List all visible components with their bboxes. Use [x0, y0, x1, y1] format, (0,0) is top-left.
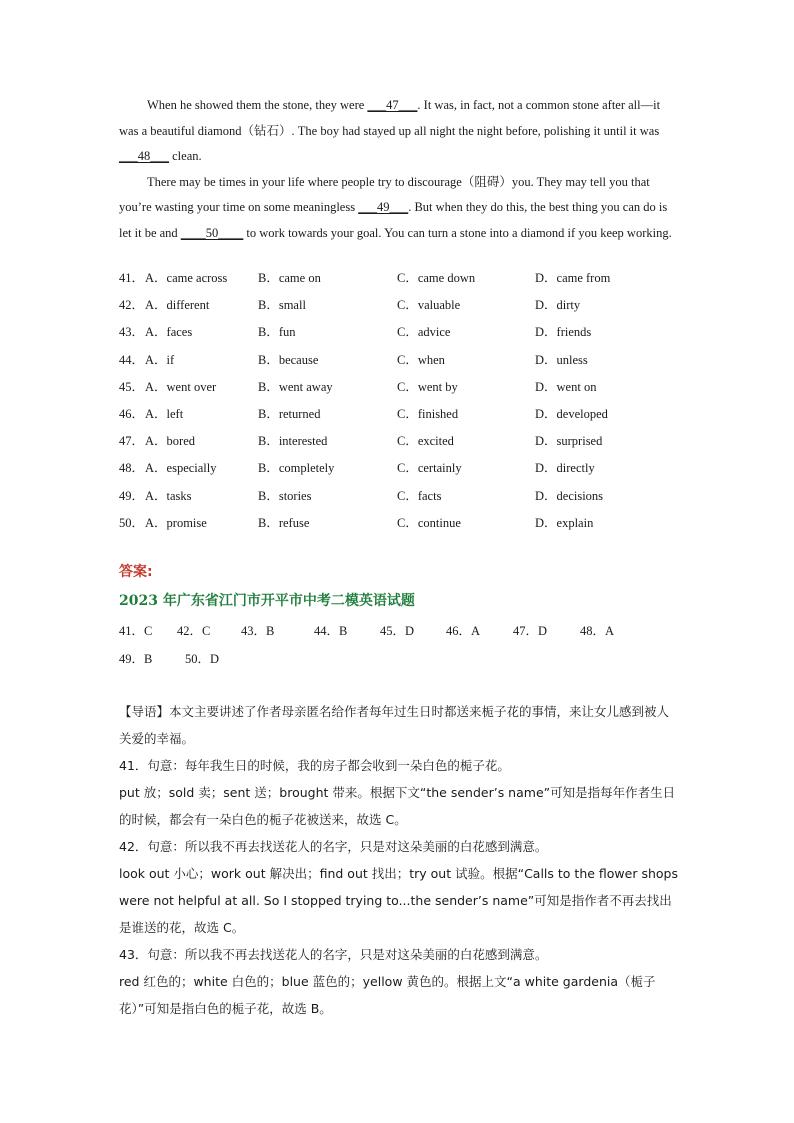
blank-47: ___47___ [367, 98, 418, 112]
question-row [119, 350, 679, 377]
answer-key-item: 44．B [314, 624, 348, 638]
option-a: A．if [145, 352, 175, 367]
explanation-q42-title: 42．句意：所以我不再去找送花人的名字，只是对这朵美丽的白花感到满意。 [119, 839, 548, 854]
option-b: B．fun [258, 325, 296, 340]
blank-50: ____50____ [180, 225, 244, 240]
answer-key-item: 48．A [580, 624, 615, 638]
option-d: D．surprised [535, 434, 603, 449]
option-c: C．finished [397, 406, 459, 421]
question-row [119, 377, 679, 404]
option-c: C．valuable [397, 298, 461, 313]
passage-text: When he showed them the stone, they were [147, 98, 368, 112]
question-row [119, 431, 679, 458]
question-row [119, 486, 679, 513]
option-b: B．small [258, 298, 306, 313]
answer-key-item: 45．D [380, 624, 415, 638]
explanation-q43-body: red 红色的；white 白色的；blue 蓝色的；yellow 黄色的。根据上文“a white gardenia（栀子花）”可知是指白色的栀子花，故选 B。 [119, 974, 656, 1016]
question-row [119, 322, 679, 349]
answer-key-item: 46．A [446, 624, 481, 638]
question-row [119, 404, 679, 431]
question-number: 47． [119, 434, 145, 449]
explanation-q43-title: 43．句意：所以我不再去找送花人的名字，只是对这朵美丽的白花感到满意。 [119, 947, 548, 962]
option-b: B．refuse [258, 515, 310, 530]
answer-key-item: 47．D [513, 624, 548, 638]
option-d: D．friends [535, 325, 592, 340]
reading-passage [119, 93, 679, 246]
option-d: D．came from [535, 271, 611, 285]
question-row [119, 268, 679, 295]
option-a: A．came across [145, 271, 228, 285]
question-number: 44． [119, 352, 145, 367]
option-a: A．especially [145, 461, 217, 476]
explanation-intro: 【导语】本文主要讲述了作者母亲匿名给作者每年过生日时都送来栀子花的事情，来让女儿感到被人关爱的幸福。 [119, 704, 670, 746]
option-d: D．explain [535, 515, 594, 530]
option-a: A．bored [145, 434, 195, 449]
option-d: D．went on [535, 379, 597, 394]
option-b: B．because [258, 352, 319, 367]
option-c: C．went by [397, 379, 458, 394]
option-a: A．tasks [145, 488, 192, 503]
option-b: B．went away [258, 379, 333, 394]
question-options [119, 268, 679, 540]
question-number: 50． [119, 515, 145, 530]
question-number: 49． [119, 488, 145, 503]
option-d: D．directly [535, 461, 595, 476]
answer-key-item: 43．B [241, 624, 275, 638]
question-number: 48． [119, 461, 145, 476]
question-row [119, 513, 679, 540]
option-b: B．interested [258, 434, 328, 449]
answer-heading: 答案: [119, 564, 153, 580]
question-number: 45． [119, 379, 145, 394]
option-c: C．came down [397, 271, 476, 285]
option-b: B．returned [258, 406, 321, 421]
option-b: B．stories [258, 488, 312, 503]
explanation-q41-title: 41．句意：每年我生日的时候，我的房子都会收到一朵白色的栀子花。 [119, 758, 510, 773]
option-a: A．went over [145, 379, 217, 394]
question-row [119, 295, 679, 322]
option-c: C．excited [397, 434, 454, 449]
option-a: A．promise [145, 515, 207, 530]
passage-text: . It was, in fact, not a common stone after all—it was a beautiful diamond（钻石）. The boy had stayed up all night the night before, polishing it until it was [119, 98, 661, 138]
option-c: C．certainly [397, 461, 462, 476]
answer-key-item: 41．C [119, 624, 153, 638]
answer-key-item: 49．B [119, 652, 153, 666]
option-d: D．developed [535, 406, 608, 421]
question-number: 46． [119, 406, 145, 421]
question-number: 42． [119, 298, 145, 313]
passage-text: . But when they do this, the best thing you can do is let it be and [119, 200, 668, 240]
explanation-q41-body: put 放；sold 卖；sent 送；brought 带来。根据下文“the sender’s name”可知是指每年作者生日的时候，都会有一朵白色的栀子花被送来，故选 C。 [119, 785, 676, 827]
passage-text: clean. [169, 149, 202, 163]
option-c: C．when [397, 352, 445, 367]
exam-source-title: 2023 年广东省江门市开平市中考二模英语试题 [119, 593, 415, 609]
option-a: A．faces [145, 325, 193, 340]
answer-key-item: 42．C [177, 624, 211, 638]
option-c: C．facts [397, 488, 442, 503]
option-d: D．unless [535, 352, 588, 367]
option-a: A．different [145, 298, 210, 313]
option-a: A．left [145, 406, 184, 421]
option-c: C．advice [397, 325, 451, 340]
option-c: C．continue [397, 515, 461, 530]
answer-key-item: 50．D [185, 652, 220, 666]
explanation-q42-body: look out 小心；work out 解决出；find out 找出；try out 试验。根据“Calls to the flower shops were not helpful at all. So I stopped trying to...the sender’s name”可知是指作者不再去找出是谁送的花，故选 C。 [119, 866, 678, 935]
passage-paragraph-1 [119, 93, 679, 170]
passage-text: to work towards your goal. You can turn a stone into a diamond if you keep working. [243, 225, 672, 240]
option-d: D．dirty [535, 298, 581, 313]
blank-48: ___48___ [119, 149, 169, 163]
question-number: 43． [119, 325, 145, 340]
answer-explanation [119, 698, 679, 1022]
passage-paragraph-2 [119, 170, 679, 247]
option-b: B．came on [258, 271, 321, 285]
option-d: D．decisions [535, 488, 604, 503]
blank-49: ___49___ [358, 200, 409, 214]
question-number: 41． [119, 271, 145, 285]
passage-text: There may be times in your life where people try to discourage（阻碍）you. They may tell you that you’re wasting your time on some meaningless [119, 174, 650, 214]
option-b: B．completely [258, 461, 335, 476]
question-row [119, 458, 679, 485]
